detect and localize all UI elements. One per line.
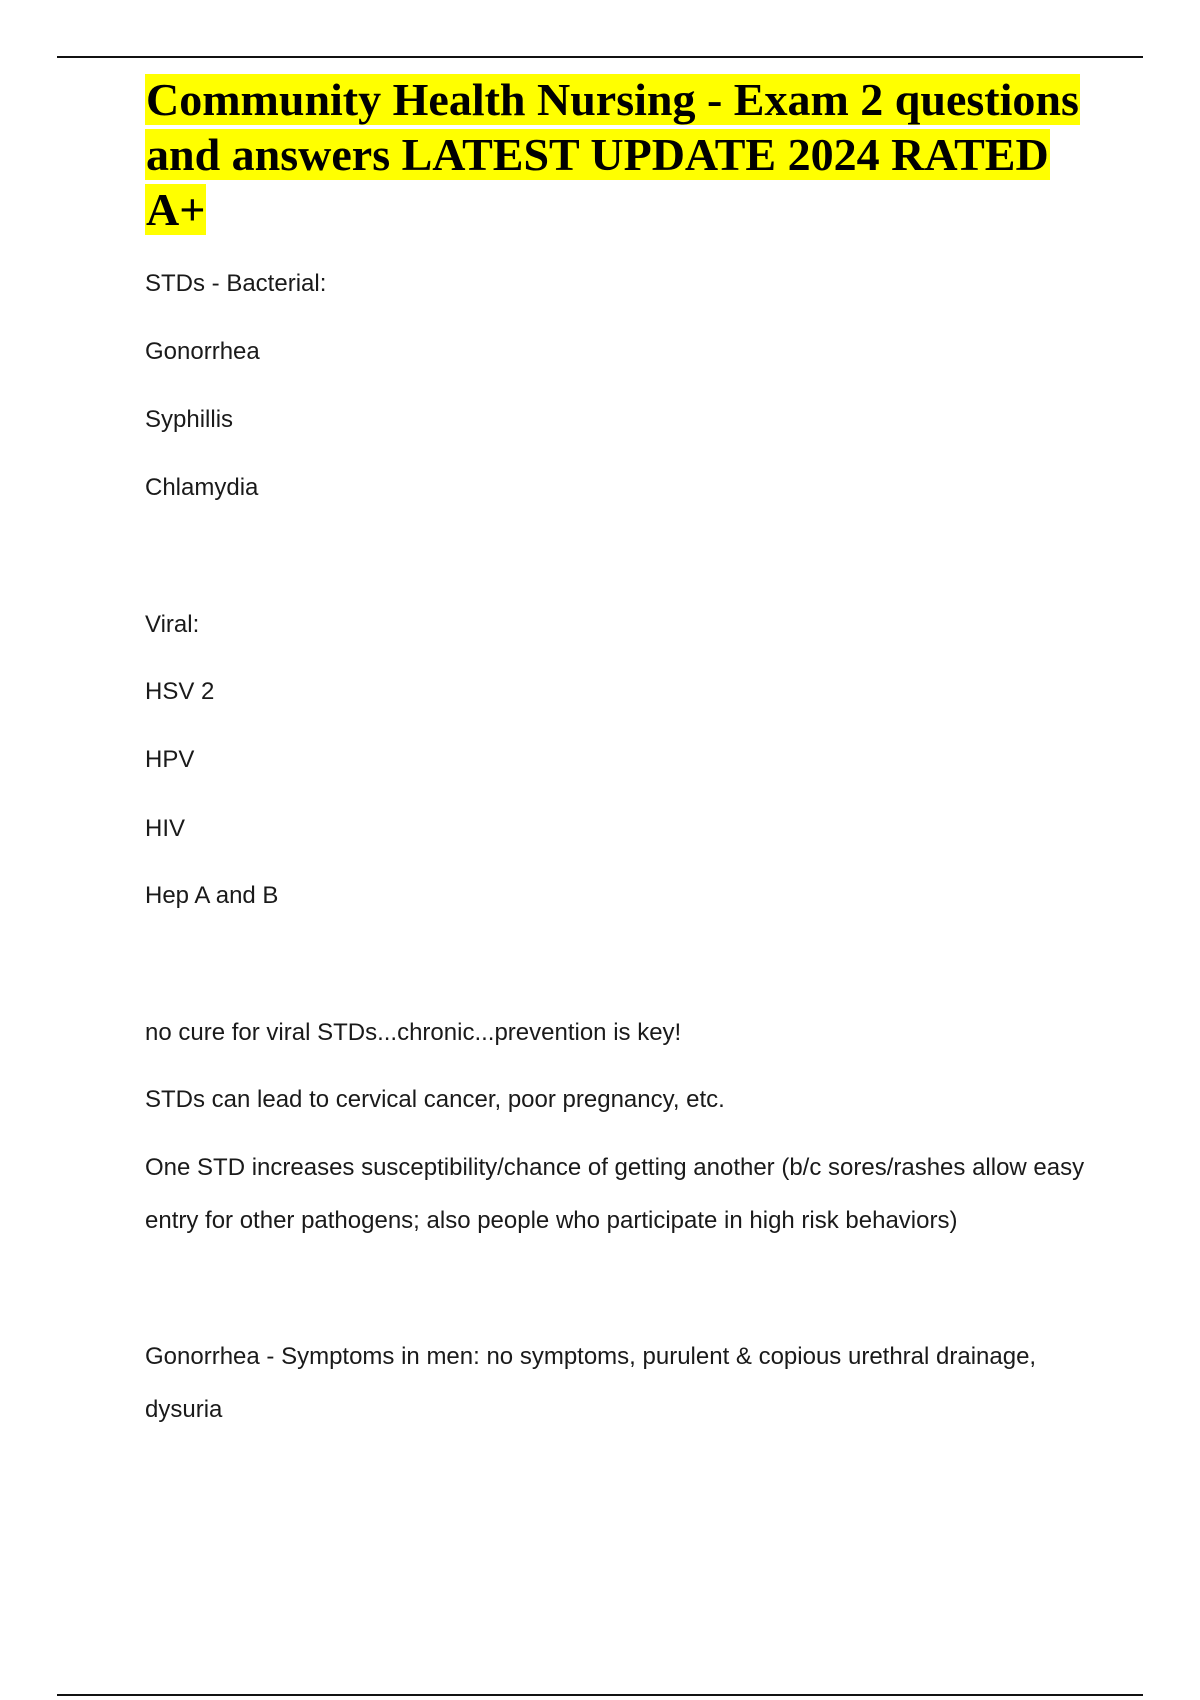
text-line-hiv: HIV — [145, 815, 186, 842]
text-line-gonorrhea: Gonorrhea — [145, 338, 260, 365]
paragraph-susceptibility: One STD increases susceptibility/chance of getting another (b/c sores/rashes allow easy entry for other pathogens; also people who participate in high risk behaviors) — [145, 1154, 1085, 1234]
paragraph-gonorrhea-symptoms: Gonorrhea - Symptoms in men: no symptoms, purulent & copious urethral drainage, dysuria — [145, 1343, 1037, 1423]
text-line-hpv: HPV — [145, 746, 195, 773]
text-line-hep-a-b: Hep A and B — [145, 882, 279, 909]
text-line-hsv2: HSV 2 — [145, 678, 215, 705]
title-highlight: Community Health Nursing - Exam 2 questions and answers LATEST UPDATE 2024 RATED A+ — [146, 74, 1079, 235]
top-rule — [57, 56, 1143, 58]
text-line-stds-lead-to: STDs can lead to cervical cancer, poor pregnancy, etc. — [145, 1086, 725, 1113]
text-line-chlamydia: Chlamydia — [145, 474, 259, 501]
text-line-stds-bacterial: STDs - Bacterial: — [145, 270, 327, 297]
text-line-syphillis: Syphillis — [145, 406, 234, 433]
text-line-no-cure: no cure for viral STDs...chronic...prevention is key! — [145, 1019, 682, 1046]
text-line-viral: Viral: — [145, 611, 200, 638]
document-title — [145, 72, 1085, 237]
bottom-rule — [57, 1694, 1143, 1696]
